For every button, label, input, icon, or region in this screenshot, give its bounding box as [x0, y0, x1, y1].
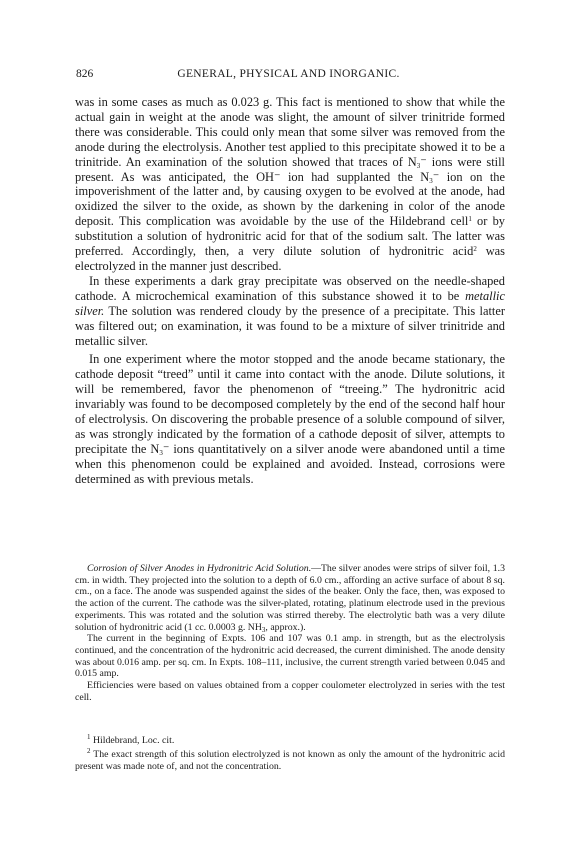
page-header [70, 68, 507, 82]
page-number: 826 [76, 68, 94, 80]
text-span: ⁻ ion on the impoverishment of the latter and, by causing oxygen to be evolved at the anode, had oxidized the silver to the oxide, as shown by the darkening in color of the anode deposit. This complication was avoidable by the use of the Hildebrand cell [75, 169, 505, 229]
text-span: In one experiment where the motor stopped and the anode became stationary, the cathode deposit “treed” until it came into contact with the anode. Dilute solutions, it will be remembered, favor the phenomenon of “treeing.” The hydronitric acid invariably was found to be decomposed completely by the end of the second half hour of electrolysis. On discovering the probable presence of a soluble compound of silver, as was strongly indicated by the formation of a cathode deposit of silver, attempts to precipitate the N [75, 352, 505, 456]
subscript: 3 [159, 448, 163, 457]
text-span: The solution was rendered cloudy by the presence of a precipitate. This latter was filtered out; on examination, it was found to be a mixture of silver trinitride and metallic silver. [75, 303, 505, 348]
footnotes [75, 735, 505, 774]
small-paragraph-1 [75, 563, 505, 633]
paragraph-2 [75, 274, 505, 349]
text-span: In these experiments a dark gray precipitate was observed on the needle-shaped cathode. A microchemical examination of this substance showed it to be [75, 273, 505, 303]
experimental-section [75, 563, 505, 703]
subscript: 3 [261, 625, 266, 634]
subscript: 3 [416, 161, 421, 170]
text-span: , approx.). [265, 621, 306, 633]
footnote-mark: 1 [87, 733, 91, 741]
small-paragraph-3: Efficiencies were based on values obtained from a copper coulometer electrolyzed in series with the test cell. [75, 680, 505, 703]
text-span: ⁻ ions quantitatively on a silver anode were abandoned until a time when this phenomenon could be explained and avoided. Instead, corrosions were determined as with previous metals. [75, 441, 505, 486]
small-paragraph-2: The current in the beginning of Expts. 106 and 107 was 0.1 amp. in strength, but as the electrolysis continued, and the concentration of the hydronitric acid decreased, the current diminished. The anode density was about 0.016 amp. per sq. cm. In Expts. 108–111, inclusive, the current strength varied between 0.045 and 0.015 amp. [75, 633, 505, 680]
subscript: 3 [429, 176, 433, 185]
emphasis: metallic silver. [75, 288, 505, 318]
paragraph-1 [75, 95, 505, 274]
text-span: was in some cases as much as 0.023 g. This fact is mentioned to show that while the actual gain in weight at the anode was slight, the amount of silver trinitride formed there was considerable. This could only mean that some silver was removed from the anode during the electrolysis. Another test applied to this precipitate showed it to be a trinitride. An examination of the solution showed that traces of N [75, 95, 505, 169]
paragraph-3 [75, 352, 505, 486]
footnote-text: The exact strength of this solution electrolyzed is not known as only the amount of the hydronitric acid present was made note of, and not the concentration. [75, 748, 505, 772]
text-span: was electrolyzed in the manner just described. [75, 244, 505, 273]
text-span: —The silver anodes were strips of silver foil, 1.3 cm. in width. They projected into the solution to a depth of 6.0 cm., affording an active surface of about 8 sq. cm., on a face. The anode was suspended against the sides of the beaker. Only the face, then, was exposed to the action of the current. The cathode was the silver-plated, rotating, platinum electrode used in the previous experiments. This was rotated and the solution was stirred thereby. The electrolytic bath was a very dilute solution of hydronitric acid (1 cc. 0.0003 g. NH [75, 563, 505, 633]
running-head: GENERAL, PHYSICAL AND INORGANIC. [177, 68, 400, 80]
text-span: or by substitution a solution of hydronitric acid for that of the sodium salt. The latter was preferred. Accordingly, then, a very dilute solution of hydronitric acid [75, 214, 505, 259]
footnote-ref-1: 1 [468, 215, 472, 224]
footnote-1 [75, 735, 505, 747]
footnote-mark: 2 [87, 746, 91, 755]
footnote-text: Hildebrand, Loc. cit. [90, 735, 175, 746]
footnote-2 [75, 746, 505, 773]
section-heading: Corrosion of Silver Anodes in Hydronitric Acid Solution. [87, 563, 312, 574]
text-span: ⁻ ions were still present. As was anticipated, the OH⁻ ion had supplanted the N [75, 154, 505, 184]
footnote-ref-2: 2 [473, 245, 477, 254]
main-text [75, 95, 505, 487]
